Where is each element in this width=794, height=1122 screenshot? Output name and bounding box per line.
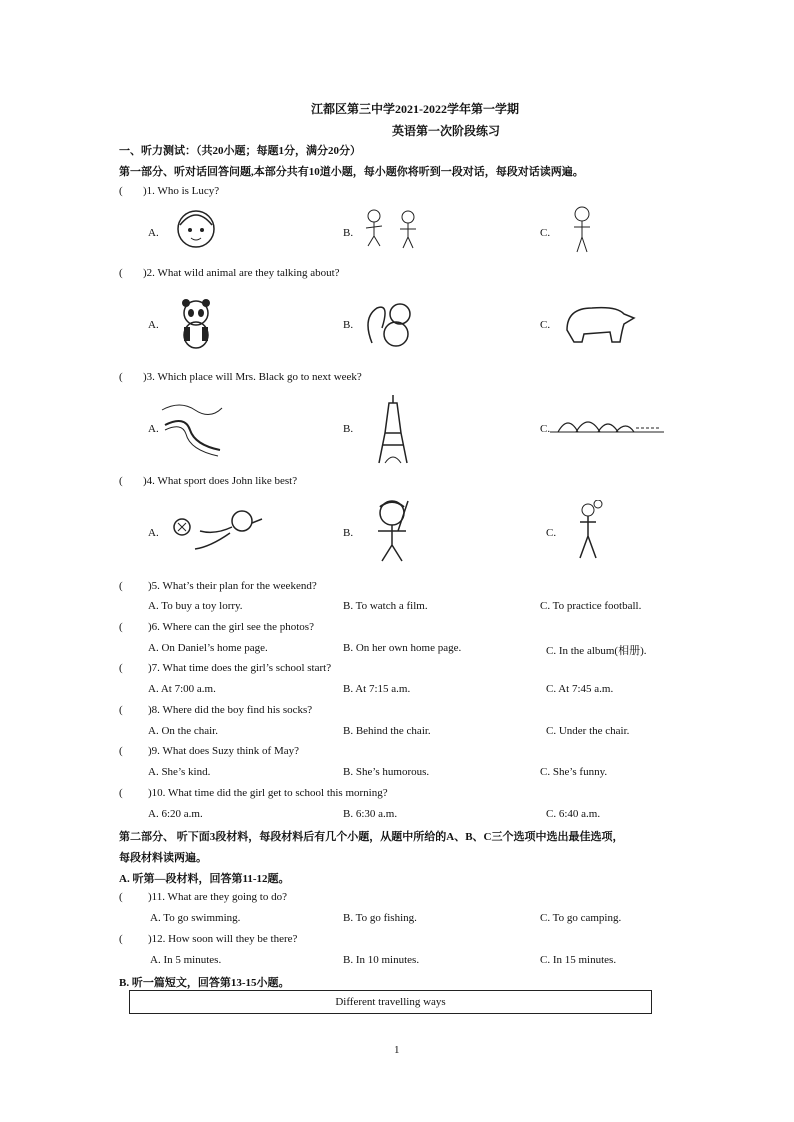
question-stem: )10. What time did the girl get to school this morning? (148, 787, 388, 799)
option-b: B. At 7:15 a.m. (343, 683, 411, 695)
option-label: C. (540, 423, 551, 435)
eiffel-tower-picture (373, 393, 413, 465)
section-b-title: B. 听一篇短文，回答第13-15小题。 (119, 977, 290, 989)
girl-face-picture (170, 205, 222, 253)
option-label: A. (148, 319, 159, 331)
paren: ( (119, 704, 123, 716)
option-label: B. (343, 227, 354, 239)
question-stem: )12. How soon will they be there? (148, 933, 298, 945)
option-label: C. (546, 527, 557, 539)
option-b: B. 6:30 a.m. (343, 808, 398, 820)
paren: ( (119, 933, 123, 945)
part2-intro: 第二部分、 听下面3段材料，每段材料后有几个小题，从题中所给的A、B、C三个选项中选出最佳选项， (119, 831, 624, 843)
paren: ( (119, 745, 123, 757)
bear-picture (562, 300, 637, 345)
option-c: C. In the album(相册). (546, 645, 647, 657)
option-a: A. At 7:00 a.m. (148, 683, 216, 695)
page-number: 1 (394, 1044, 400, 1056)
question-stem: )5. What’s their plan for the weekend? (148, 580, 317, 592)
option-a: A. On the chair. (148, 725, 218, 737)
option-label: A. (148, 527, 159, 539)
option-label: B. (343, 527, 354, 539)
paren: ( (119, 891, 123, 903)
option-c: C. To go camping. (540, 912, 622, 924)
exam-subtitle: 英语第一次阶段练习 (392, 124, 501, 138)
paren: ( (119, 662, 123, 674)
squirrel-picture (362, 298, 417, 350)
question-stem: )4. What sport does John like best? (143, 475, 298, 487)
paren: ( (119, 185, 123, 197)
option-label: B. (343, 319, 354, 331)
option-label: A. (148, 423, 159, 435)
two-kids-picture (360, 208, 425, 250)
question-stem: )9. What does Suzy think of May? (148, 745, 300, 757)
question-stem: )11. What are they going to do? (148, 891, 287, 903)
question-stem: )3. Which place will Mrs. Black go to next week? (143, 371, 362, 383)
option-label: C. (540, 227, 551, 239)
panda-picture (174, 297, 219, 352)
option-c: C. To practice football. (540, 600, 642, 612)
option-c: C. She’s funny. (540, 766, 608, 778)
exam-title: 江都区第三中学2021-2022学年第一学期 (311, 102, 519, 116)
basketball-player-picture (570, 500, 608, 562)
option-label: C. (540, 319, 551, 331)
question-stem: )8. Where did the boy find his socks? (148, 704, 313, 716)
section-title: 一、听力测试：（共20小题；每题1分，满分20分） (119, 145, 361, 157)
option-label: B. (343, 423, 354, 435)
option-a: A. 6:20 a.m. (148, 808, 203, 820)
question-stem: )7. What time does the girl’s school start? (148, 662, 332, 674)
option-a: A. She’s kind. (148, 766, 211, 778)
question-stem: )2. What wild animal are they talking about? (143, 267, 340, 279)
great-wall-picture (160, 400, 226, 458)
paren: ( (119, 787, 123, 799)
paren: ( (119, 580, 123, 592)
section-a-title: A. 听第—段材料，回答第11-12题。 (119, 873, 290, 885)
paren: ( (119, 621, 123, 633)
baseball-player-picture (368, 497, 418, 565)
option-b: B. To watch a film. (343, 600, 428, 612)
option-b: B. She’s humorous. (343, 766, 430, 778)
part1-intro: 第一部分、听对话回答问题,本部分共有10道小题，每小题你将听到一段对话，每段对话读两遍。 (119, 166, 584, 178)
option-c: C. Under the chair. (546, 725, 630, 737)
football-player-picture (170, 505, 265, 555)
paren: ( (119, 475, 123, 487)
table-title-text: Different travelling ways (335, 996, 446, 1008)
part2-intro-cont: 每段材料读两遍。 (119, 852, 207, 864)
option-b: B. To go fishing. (343, 912, 417, 924)
option-a: A. To buy a toy lorry. (148, 600, 243, 612)
option-b: B. On her own home page. (343, 642, 462, 654)
option-a: A. On Daniel’s home page. (148, 642, 268, 654)
paren: ( (119, 267, 123, 279)
option-c: C. 6:40 a.m. (546, 808, 601, 820)
option-label: A. (148, 227, 159, 239)
option-c: C. In 15 minutes. (540, 954, 617, 966)
option-b: B. Behind the chair. (343, 725, 431, 737)
option-a: A. To go swimming. (150, 912, 241, 924)
opera-house-picture (548, 410, 666, 438)
option-a: A. In 5 minutes. (150, 954, 222, 966)
girl-standing-picture (568, 205, 598, 255)
question-stem: )6. Where can the girl see the photos? (148, 621, 314, 633)
option-b: B. In 10 minutes. (343, 954, 420, 966)
paren: ( (119, 371, 123, 383)
table-title (129, 990, 652, 1014)
question-stem: )1. Who is Lucy? (143, 185, 220, 197)
option-c: C. At 7:45 a.m. (546, 683, 614, 695)
